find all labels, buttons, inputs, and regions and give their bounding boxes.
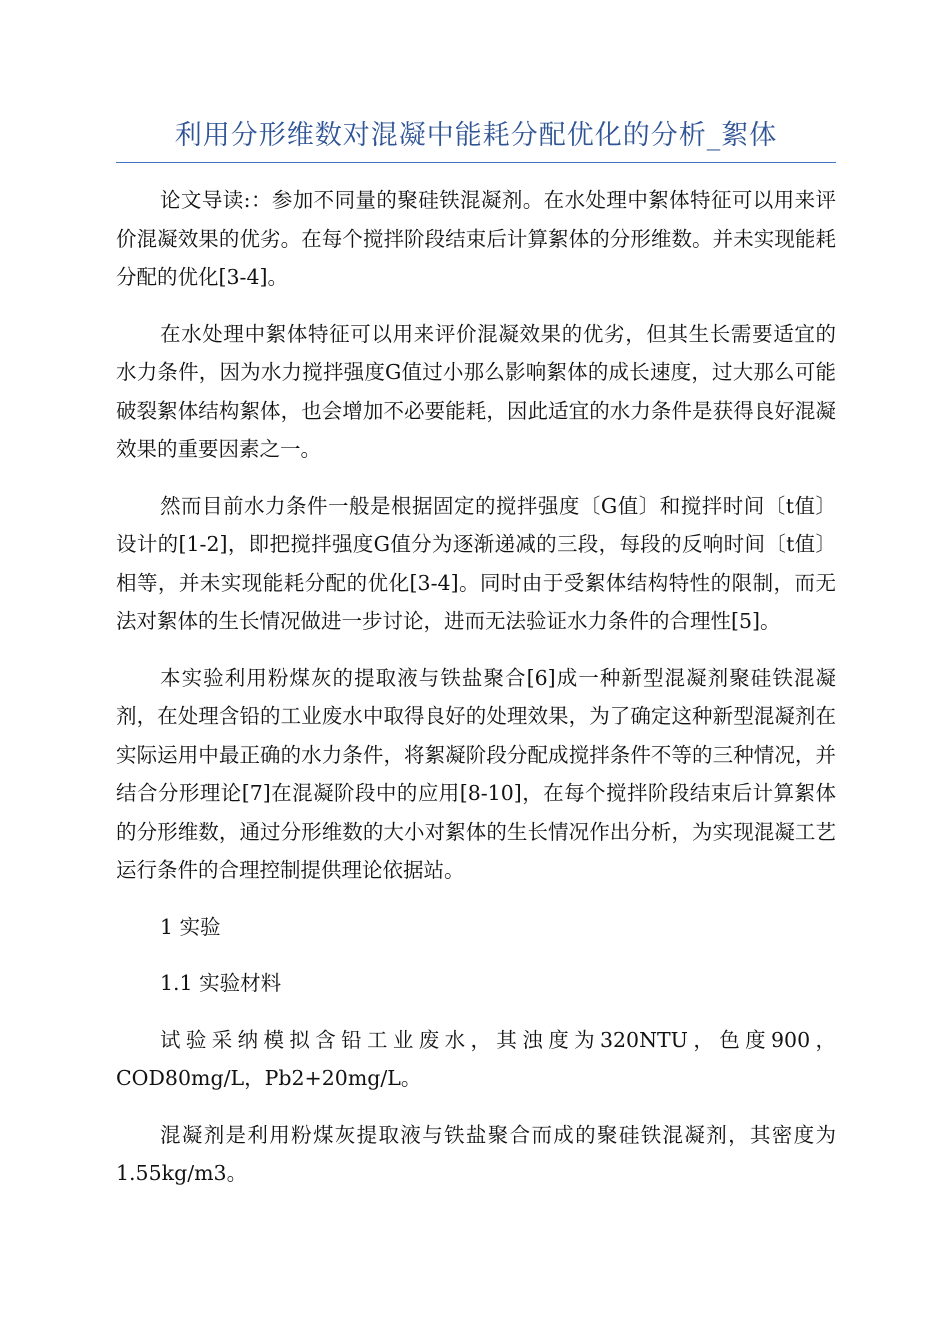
paragraph-wastewater: 试验采纳模拟含铅工业废水，其浊度为320NTU，色度900，COD80mg/L，Pb2+20mg/L。 xyxy=(116,1027,836,1090)
paragraph-abstract: 论文导读:：参加不同量的聚硅铁混凝剂。在水处理中絮体特征可以用来评价混凝效果的优劣。在每个搅拌阶段结束后计算絮体的分形维数。并未实现能耗分配的优化[3-4]。 xyxy=(116,188,836,289)
document-body xyxy=(116,181,836,1193)
paragraph-experiment-purpose: 本实验利用粉煤灰的提取液与铁盐聚合[6]成一种新型混凝剂聚硅铁混凝剂，在处理含铅的工业废水中取得良好的处理效果，为了确定这种新型混凝剂在实际运用中最正确的水力条件，将絮凝阶段分配成搅拌条件不等的三种情况，并结合分形理论[7]在混凝阶段中的应用[8-10]，在每个搅拌阶段结束后计算絮体的分形维数，通过分形维数的大小对絮体的生长情况作出分析，为实现混凝工艺运行条件的合理控制提供理论依据站。 xyxy=(116,665,836,882)
document-title: 利用分形维数对混凝中能耗分配优化的分析_絮体 xyxy=(116,108,836,163)
paragraph-floc-characteristics: 在水处理中絮体特征可以用来评价混凝效果的优劣，但其生长需要适宜的水力条件，因为水力搅拌强度G值过小那么影响絮体的成长速度，过大那么可能破裂絮体结构絮体，也会增加不必要能耗，因此适宜的水力条件是获得良好混凝效果的重要因素之一。 xyxy=(116,321,836,461)
document-page xyxy=(116,108,836,1211)
paragraph-coagulant: 混凝剂是利用粉煤灰提取液与铁盐聚合而成的聚硅铁混凝剂，其密度为1.55kg/m3。 xyxy=(116,1122,836,1185)
section-heading-experiment: 1 实验 xyxy=(160,914,221,939)
subsection-heading-materials: 1.1 实验材料 xyxy=(160,971,282,995)
paragraph-hydraulic-conditions: 然而目前水力条件一般是根据固定的搅拌强度〔G值〕和搅拌时间〔t值〕设计的[1-2]，即把搅拌强度G值分为逐渐递减的三段，每段的反响时间〔t值〕相等，并未实现能耗分配的优化[3-4]。同时由于受絮体结构特性的限制，而无法对絮体的生长情况做进一步讨论，进而无法验证水力条件的合理性[5]。 xyxy=(116,493,836,633)
